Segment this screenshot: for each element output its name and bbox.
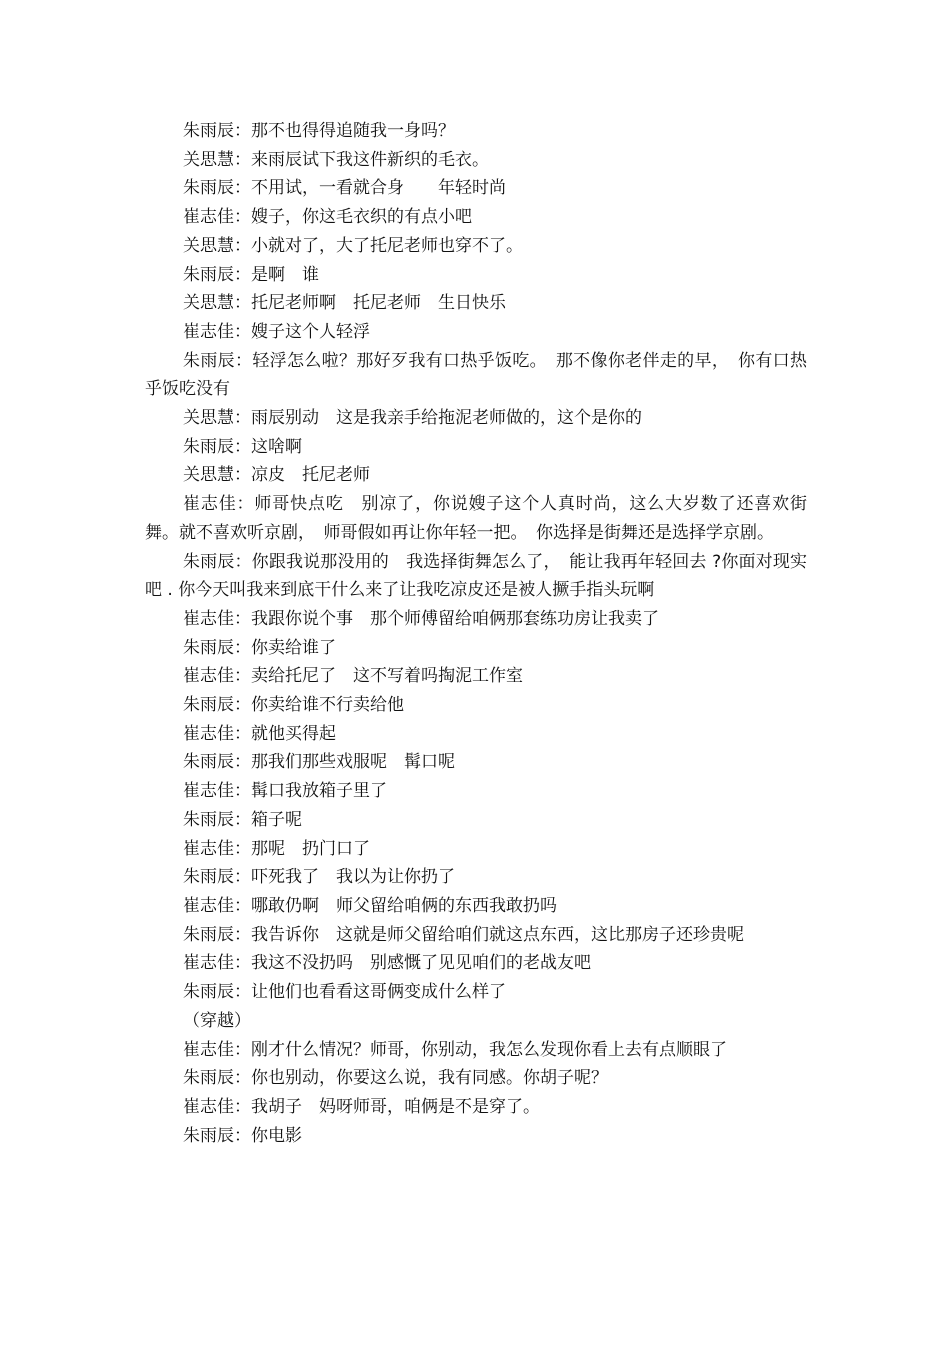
- dialogue-line: 崔志佳：我胡子 妈呀师哥，咱俩是不是穿了。: [183, 1096, 540, 1117]
- dialogue-line: 朱雨辰：让他们也看看这哥俩变成什么样了: [183, 982, 506, 1003]
- dialogue-line: 朱雨辰：你也别动，你要这么说，我有同感。你胡子呢？: [183, 1068, 608, 1089]
- dialogue-line: 崔志佳：卖给托尼了 这不写着吗掏泥工作室: [183, 666, 523, 687]
- dialogue-line: 关思慧：托尼老师啊 托尼老师 生日快乐: [183, 293, 506, 314]
- dialogue-line: 关思慧：雨辰别动 这是我亲手给拖泥老师做的，这个是你的: [183, 408, 642, 429]
- stage-direction: （穿越）: [183, 1010, 251, 1031]
- dialogue-line: 崔志佳：刚才什么情况？师哥，你别动，我怎么发现你看上去有点顺眼了: [183, 1039, 727, 1060]
- dialogue-line: 朱雨辰：你卖给谁不行卖给他: [183, 695, 404, 716]
- dialogue-line: 崔志佳：师哥快点吃 别凉了，你说嫂子这个人真时尚，这么大岁数了还喜欢街舞。就不喜欢听京剧， 师哥假如再让你年轻一把。 你选择是街舞还是选择学京剧。: [145, 494, 807, 543]
- dialogue-line: 朱雨辰：是啊 谁: [183, 264, 319, 285]
- dialogue-line: 崔志佳：我这不没扔吗 别感慨了见见咱们的老战友吧: [183, 953, 591, 974]
- dialogue-line: 关思慧：凉皮 托尼老师: [183, 465, 370, 486]
- dialogue-line: 崔志佳：我跟你说个事 那个师傅留给咱俩那套练功房让我卖了: [183, 608, 659, 629]
- dialogue-line: 崔志佳：哪敢仍啊 师父留给咱俩的东西我敢扔吗: [183, 895, 557, 916]
- dialogue-line: 朱雨辰：你电影: [183, 1125, 302, 1146]
- dialogue-line: 朱雨辰：我告诉你 这就是师父留给咱们就这点东西，这比那房子还珍贵呢: [183, 924, 744, 945]
- dialogue-line: 关思慧：来雨辰试下我这件新织的毛衣。: [183, 149, 489, 170]
- dialogue-line: 崔志佳：那呢 扔门口了: [183, 838, 370, 859]
- dialogue-line: 关思慧：小就对了，大了托尼老师也穿不了。: [183, 235, 523, 256]
- dialogue-line: 朱雨辰：轻浮怎么啦？那好歹我有口热乎饭吃。 那不像你老伴走的早， 你有口热乎饭吃没有: [145, 350, 807, 400]
- dialogue-line: 朱雨辰：吓死我了 我以为让你扔了: [183, 867, 455, 888]
- dialogue-line: 朱雨辰：那我们那些戏服呢 髯口呢: [183, 752, 455, 773]
- dialogue-line: 崔志佳：髯口我放箱子里了: [183, 781, 387, 802]
- dialogue-line: 朱雨辰：你跟我说那没用的 我选择街舞怎么了， 能让我再年轻回去 ?你面对现实吧 . 你今天叫我来到底干什么来了让我吃凉皮还是被人撅手指头玩啊: [145, 551, 807, 601]
- dialogue-line: 崔志佳：嫂子，你这毛衣织的有点小吧: [183, 207, 472, 228]
- dialogue-line: 朱雨辰：你卖给谁了: [183, 637, 336, 658]
- script-body: [145, 117, 807, 1150]
- dialogue-line: 朱雨辰：这啥啊: [183, 436, 302, 457]
- dialogue-line: 崔志佳：嫂子这个人轻浮: [183, 321, 370, 342]
- dialogue-line: 朱雨辰：不用试，一看就合身 年轻时尚: [183, 178, 506, 199]
- dialogue-line: 朱雨辰：那不也得得追随我一身吗？: [183, 121, 455, 141]
- dialogue-line: 朱雨辰：箱子呢: [183, 809, 302, 830]
- dialogue-line: 崔志佳：就他买得起: [183, 723, 336, 744]
